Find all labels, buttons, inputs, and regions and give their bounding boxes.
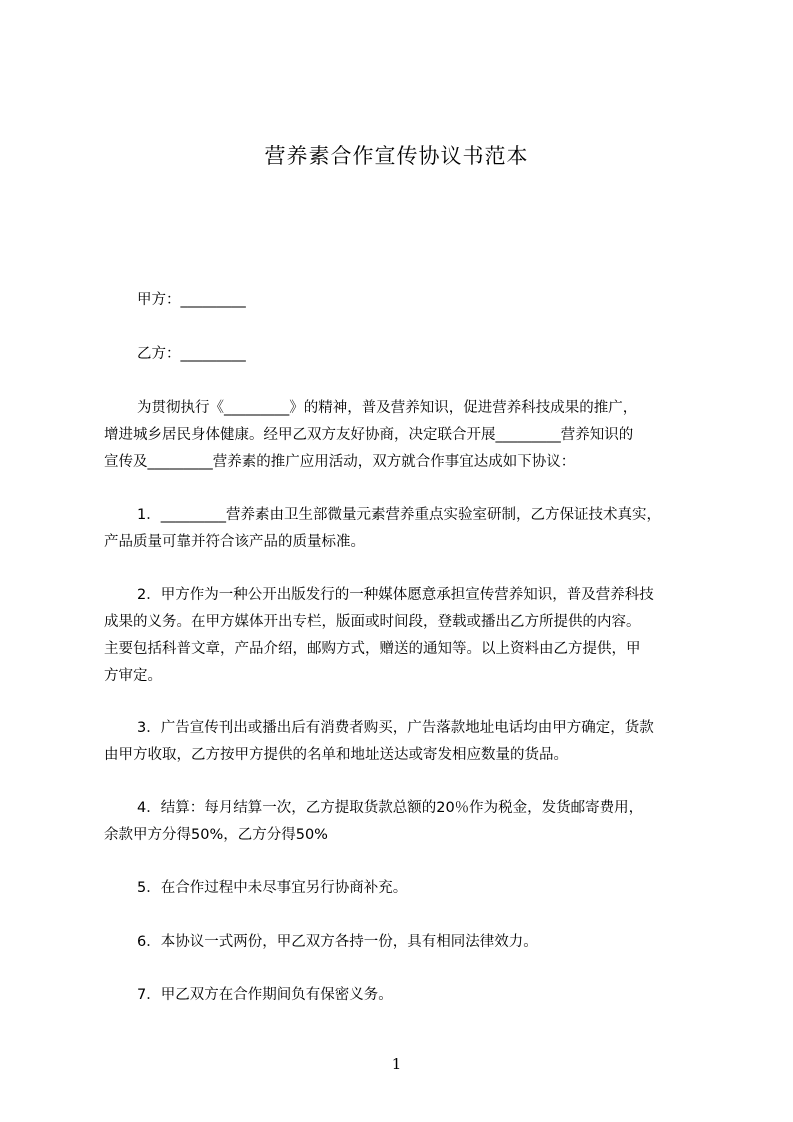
clause-2-line-3: 主要包括科普文章，产品介绍，邮购方式，赠送的通知等。以上资料由乙方提供，甲 — [104, 641, 641, 657]
clause-4-line-2: 余款甲方分得50%，乙方分得50% — [104, 827, 328, 843]
clause-2-line-2: 成果的义务。在甲方媒体开出专栏，版面或时间段，登载或播出乙方所提供的内容。 — [104, 614, 641, 630]
page-number: 1 — [391, 1055, 402, 1073]
clause-5-line: 5．在合作过程中未尽事宜另行协商补充。 — [137, 880, 408, 896]
clause-1-line-2: 产品质量可靠并符合该产品的质量标准。 — [104, 534, 365, 550]
intro-line-1: 为贯彻执行《_________》的精神，普及营养知识，促进营养科技成果的推广， — [137, 400, 638, 416]
clause-2-line-1: 2．甲方作为一种公开出版发行的一种媒体愿意承担宣传营养知识，普及营养科技 — [137, 587, 654, 603]
intro-line-3: 宣传及_________营养素的推广应用活动，双方就合作事宜达成如下协议： — [104, 454, 576, 470]
clause-2-line-4: 方审定。 — [104, 668, 162, 684]
document-title: 营养素合作宣传协议书范本 — [264, 144, 529, 168]
clause-3-line-2: 由甲方收取，乙方按甲方提供的名单和地址送达或寄发相应数量的货品。 — [104, 747, 568, 763]
clause-4-line-1: 4．结算：每月结算一次，乙方提取货款总额的20％作为税金，发货邮寄费用， — [137, 800, 644, 816]
clause-1-line-1: 1．_________营养素由卫生部微量元素营养重点实验室研制，乙方保证技术真实， — [137, 507, 661, 523]
clause-6-line: 6．本协议一式两份，甲乙双方各持一份，具有相同法律效力。 — [137, 934, 538, 950]
clause-7-line: 7．甲乙双方在合作期间负有保密义务。 — [137, 987, 393, 1003]
intro-line-2: 增进城乡居民身体健康。经甲乙双方友好协商，决定联合开展_________营养知识的 — [104, 427, 634, 443]
party-a-line: 甲方：_________ — [137, 292, 246, 308]
party-b-line: 乙方：_________ — [137, 346, 246, 362]
clause-3-line-1: 3．广告宣传刊出或播出后有消费者购买，广告落款地址电话均由甲方确定，货款 — [137, 720, 654, 736]
